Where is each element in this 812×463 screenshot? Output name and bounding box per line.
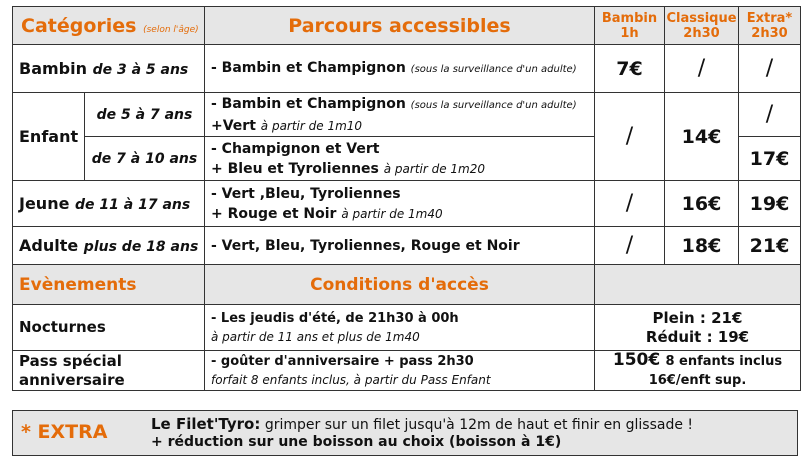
jeune-category-label: Jeune — [19, 194, 70, 213]
enfant-parcours-a — [205, 93, 595, 137]
row-adulte — [13, 227, 801, 265]
enfant-price-classique: 14€ — [665, 93, 739, 181]
enfant-parcours-b1: - Champignon et Vert — [211, 140, 380, 157]
bambin-category — [13, 45, 205, 93]
jeune-parcours-2: + Rouge et Noir — [211, 205, 337, 222]
header-col-classique-name: Classique — [666, 10, 737, 26]
jeune-parcours-2-height: à partir de 1m40 — [341, 206, 443, 221]
adulte-price-bambin: / — [595, 227, 665, 265]
nocturnes-name: Nocturnes — [13, 305, 205, 351]
extra-line-1 — [151, 415, 693, 433]
header-col-bambin-name: Bambin — [601, 10, 658, 26]
adulte-price-classique: 18€ — [665, 227, 739, 265]
header-col-classique-duration: 2h30 — [683, 25, 720, 41]
enfant-parcours-a2-height: à partir de 1m10 — [260, 118, 363, 133]
adulte-category — [13, 227, 205, 265]
anniversaire-conditions — [205, 351, 595, 391]
enfant-parcours-a1: - Bambin et Champignon — [211, 95, 406, 112]
row-jeune — [13, 181, 801, 227]
bambin-parcours-note: (sous la surveillance d'un adulte) — [410, 63, 577, 75]
adulte-category-label: Adulte — [19, 236, 79, 255]
nocturnes-tarif-reduit: Réduit : 19€ — [645, 327, 750, 346]
anniversaire-cond-1: - goûter d'anniversaire + pass 2h30 — [211, 353, 474, 369]
jeune-price-bambin: / — [595, 181, 665, 227]
adulte-price-extra: 21€ — [739, 227, 801, 265]
anniversaire-tarif-extra-child: 16€/enft sup. — [648, 373, 747, 388]
header-col-classique — [665, 7, 739, 45]
events-header-conditions: Conditions d'accès — [205, 265, 595, 305]
extra-line-2: + réduction sur une boisson au choix (boisson à 1€) — [151, 434, 562, 450]
row-enfant-a — [13, 93, 801, 137]
enfant-parcours-b — [205, 137, 595, 181]
anniversaire-name — [13, 351, 205, 391]
nocturnes-cond-2: à partir de 11 ans et plus de 1m40 — [211, 329, 420, 344]
row-anniversaire — [13, 351, 801, 391]
enfant-price-extra-b: 17€ — [739, 137, 801, 181]
events-header-evenements: Evènements — [13, 265, 205, 305]
events-header-blank — [595, 265, 801, 305]
enfant-category: Enfant — [13, 93, 85, 181]
extra-label: * EXTRA — [21, 421, 108, 443]
anniversaire-name-2: anniversaire — [19, 370, 125, 389]
header-col-extra-duration: 2h30 — [751, 25, 788, 41]
enfant-price-bambin: / — [595, 93, 665, 181]
header-parcours: Parcours accessibles — [205, 7, 595, 45]
header-categories-label: Catégories — [21, 14, 137, 37]
header-row — [13, 7, 801, 45]
bambin-price-extra: / — [739, 45, 801, 93]
enfant-price-extra-a: / — [739, 93, 801, 137]
header-categories-note: (selon l'âge) — [143, 24, 199, 35]
header-col-extra — [739, 7, 801, 45]
bambin-parcours — [205, 45, 595, 93]
tariff-table — [12, 6, 801, 391]
header-col-extra-name: Extra* — [746, 10, 793, 26]
anniversaire-tarif-note: 8 enfants inclus — [665, 354, 783, 369]
jeune-age: de 11 à 17 ans — [75, 197, 191, 213]
enfant-parcours-a-note: (sous la surveillance d'un adulte) — [410, 99, 577, 111]
jeune-price-classique: 16€ — [665, 181, 739, 227]
extra-banner — [12, 410, 798, 456]
adulte-age: plus de 18 ans — [83, 239, 199, 255]
extra-name: Le Filet'Tyro: — [151, 415, 261, 433]
enfant-parcours-b2-height: à partir de 1m20 — [383, 161, 486, 176]
enfant-parcours-b2: + Bleu et Tyroliennes — [211, 160, 379, 177]
bambin-category-label: Bambin — [19, 59, 87, 78]
anniversaire-tarif — [595, 351, 801, 391]
events-header-row — [13, 265, 801, 305]
jeune-parcours-1: - Vert ,Bleu, Tyroliennes — [211, 185, 401, 202]
anniversaire-name-1: Pass spécial — [19, 351, 122, 370]
anniversaire-cond-2: forfait 8 enfants inclus, à partir du Pass Enfant — [211, 372, 491, 387]
jeune-category — [13, 181, 205, 227]
header-col-bambin — [595, 7, 665, 45]
bambin-price-bambin: 7€ — [595, 45, 665, 93]
nocturnes-tarif — [595, 305, 801, 351]
enfant-age-b: de 7 à 10 ans — [85, 137, 205, 181]
extra-desc: grimper sur un filet jusqu'à 12m de haut et finir en glissade ! — [264, 417, 694, 433]
nocturnes-tarif-plein: Plein : 21€ — [652, 308, 743, 327]
jeune-price-extra: 19€ — [739, 181, 801, 227]
anniversaire-tarif-price: 150€ — [612, 350, 661, 370]
header-col-bambin-duration: 1h — [620, 25, 639, 41]
enfant-age-a: de 5 à 7 ans — [85, 93, 205, 137]
adulte-parcours: - Vert, Bleu, Tyroliennes, Rouge et Noir — [205, 227, 595, 265]
bambin-age: de 3 à 5 ans — [92, 62, 189, 78]
enfant-parcours-a2: +Vert — [211, 117, 256, 134]
nocturnes-cond-1: - Les jeudis d'été, de 21h30 à 00h — [211, 310, 459, 326]
row-bambin — [13, 45, 801, 93]
jeune-parcours — [205, 181, 595, 227]
header-categories — [13, 7, 205, 45]
bambin-price-classique: / — [665, 45, 739, 93]
row-nocturnes — [13, 305, 801, 351]
bambin-parcours-text: - Bambin et Champignon — [211, 59, 406, 76]
nocturnes-conditions — [205, 305, 595, 351]
